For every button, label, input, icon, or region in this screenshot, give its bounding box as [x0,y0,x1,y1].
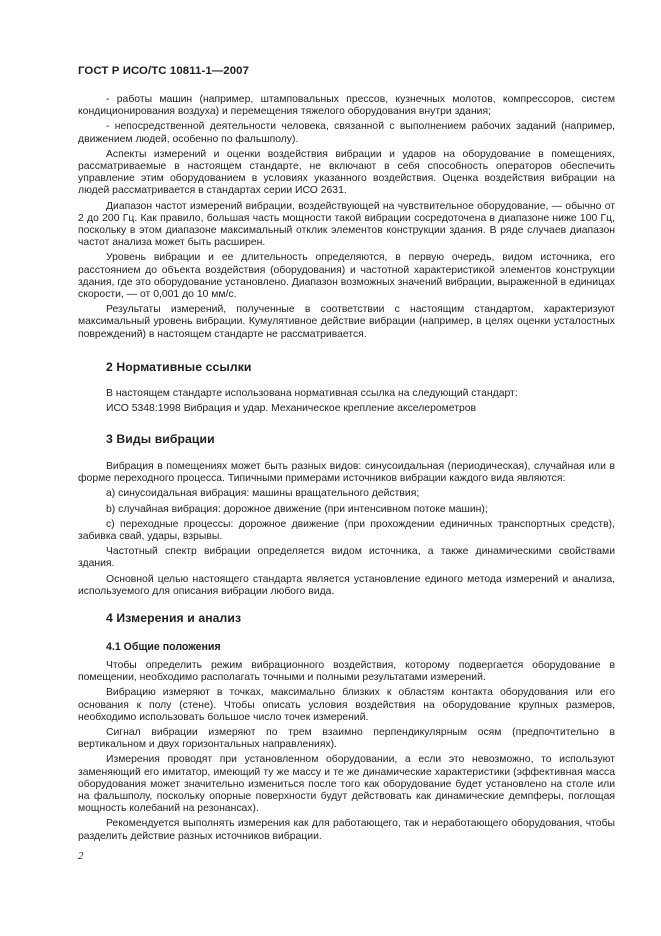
paragraph: Чтобы определить режим вибрационного воздействия, которому подвергается оборудование в помещении, необходимо располагать точными и полными результатами измерений. [78,660,615,684]
section-3-body [78,461,615,601]
section-heading: 4 Измерения и анализ [106,611,242,625]
list-item: b) случайная вибрация: дорожное движение (при интенсивном потоке машин); [106,503,488,515]
paragraph: Аспекты измерений и оценки воздействия вибрации и ударов на оборудование в помещениях, рассматриваемые в настоящем стандарте, не включают в себя способность операторов обеспечить управление этим оборудованием в условиях указанного воздействия. Оценка воздействия вибрации на людей рассматривается в стандартах серии ИСО 2631. [78,148,615,197]
document-header: ГОСТ Р ИСО/ТС 10811-1—2007 [78,65,249,77]
subsection-heading: 4.1 Общие положения [106,641,221,653]
paragraph: Основной целью настоящего стандарта является установление единого метода измерений и анализа, используемого для описания вибрации любого вида. [78,573,615,597]
paragraph: Рекомендуется выполнять измерения как для работающего, так и неработающего оборудования, чтобы разделить действие разных источников вибрации. [78,818,615,842]
paragraph: ИСО 5348:1998 Вибрация и удар. Механическое крепление акселерометров [106,403,477,415]
paragraph: Вибрация в помещениях может быть разных видов: синусоидальная (периодическая), случайная или в форме переходного процесса. Типичными примерами источников вибрации каждого вида являются: [78,461,615,485]
paragraph: Уровень вибрации и ее длительность определяются, в первую очередь, видом источника, его расстоянием до объекта воздействия (оборудования) и частотной характеристикой элементов конструкции здания, где это оборудование установлено. Диапазон возможных значений вибрации, выраженной в единицах скорости, — от 0,001 до 10 мм/с. [78,252,615,301]
paragraph: В настоящем стандарте использована нормативная ссылка на следующий стандарт: [106,388,518,399]
paragraph: Частотный спектр вибрации определяется видом источника, а также динамическими свойствами здания. [78,546,615,570]
paragraph: - работы машин (например, штамповальных прессов, кузнечных молотов, компрессоров, систем кондиционирования воздуха) и перемещения тяжелого оборудования внутри здания; [78,94,615,118]
section-heading: 3 Виды вибрации [106,432,215,446]
section-2-body [78,388,615,418]
section-4-body [78,660,615,846]
paragraph: - непосредственной деятельности человека, связанной с выполнением рабочих заданий (например, движением людей, особенно по фальшполу). [78,121,615,145]
page-number: 2 [78,850,84,862]
paragraph: Диапазон частот измерений вибрации, воздействующей на чувствительное оборудование, — обычно от 2 до 200 Гц. Как правило, большая часть мощности такой вибрации сосредоточена в диапазоне ниже 100 Гц, поскольку в этом диапазоне максимальный отклик элементов конструкции здания. В ряде случаев диапазон частот анализа может быть расширен. [78,200,615,249]
paragraph: Вибрацию измеряют в точках, максимально близких к областям контакта оборудования или его основания к полу (стене). Чтобы описать условия воздействия на оборудование крупных размеров, необходимо использовать большое число точек измерений. [78,687,615,723]
paragraph: Сигнал вибрации измеряют по трем взаимно перпендикулярным осям (предпочтительно в вертикальном и двух горизонтальных направлениях). [78,727,615,751]
intro-section [78,94,615,344]
paragraph: Результаты измерений, полученные в соответствии с настоящим стандартом, характеризуют максимальный уровень вибрации. Кумулятивное действие вибрации (например, в целях оценки усталостных повреждений) в настоящем стандарте не рассматривается. [78,304,615,340]
section-heading: 2 Нормативные ссылки [106,360,252,374]
list-item: a) синусоидальная вибрация: машины вращательного действия; [106,488,420,500]
paragraph: Измерения проводят при установленном оборудовании, а если это невозможно, то используют заменяющий его имитатор, имеющий ту же массу и те же динамические характеристики (эффективная масса оборудования может значительно измениться после того как оборудование будет установлено на столе или на фальшполу, поскольку опорные поверхности будут действовать как динамические демпферы, поглощая мощность колебаний на резонансах). [78,754,615,815]
list-item: c) переходные процессы: дорожное движение (при прохождении единичных транспортных средств), забивка свай, удары, взрывы. [78,518,615,543]
